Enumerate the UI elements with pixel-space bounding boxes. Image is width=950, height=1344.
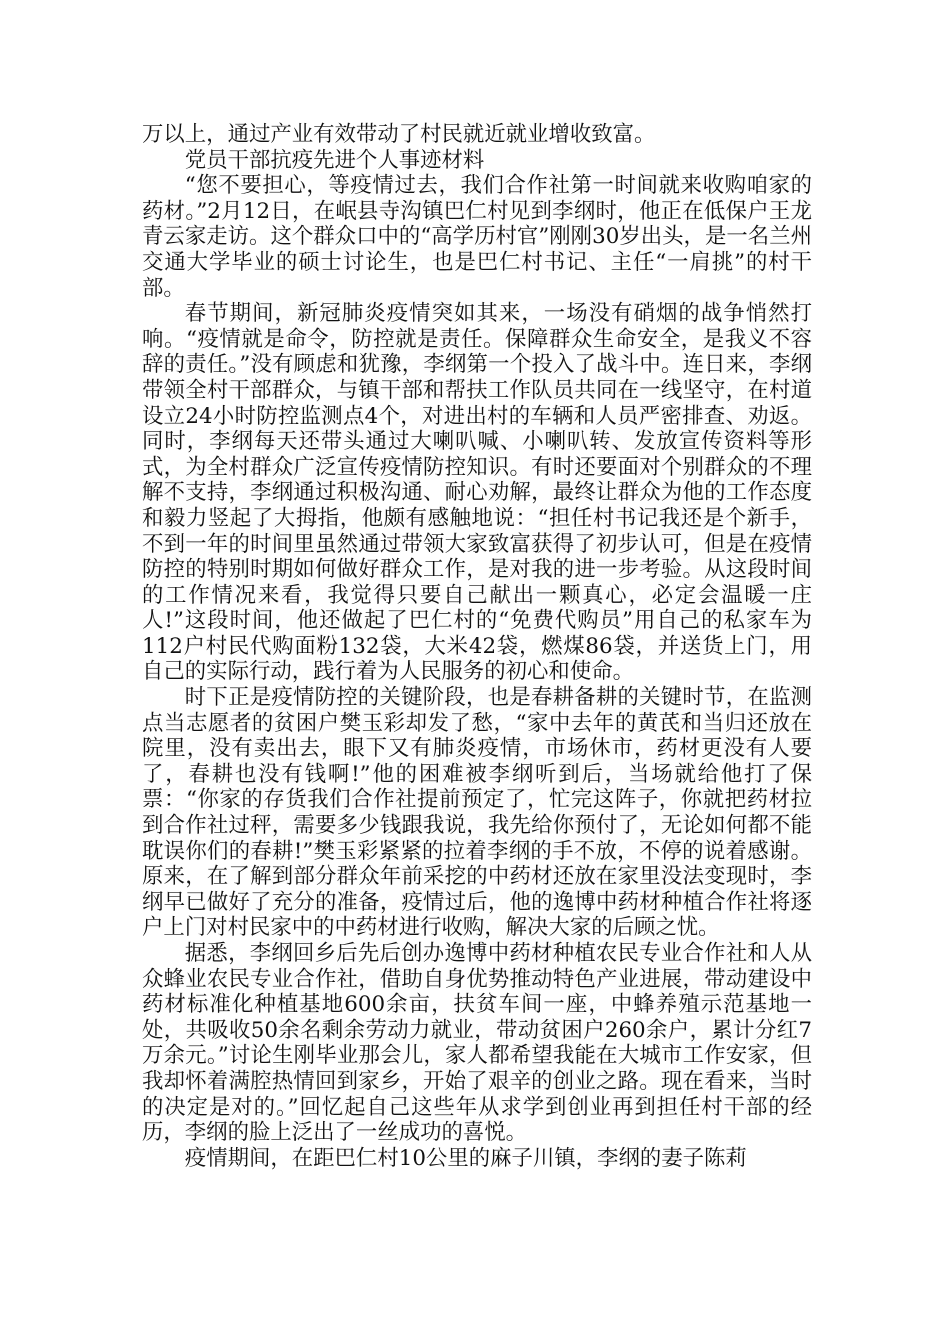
- paragraph: “您不要担心，等疫情过去，我们合作社第一时间就来收购咱家的药材。”2月12日，在岷县寺沟镇巴仁村见到李纲时，他正在低保户王龙青云家走访。这个群众口中的“高学历村官”刚刚30岁出头，是一名兰州交通大学毕业的硕士讨论生，也是巴仁村书记、主任“一肩挑”的村干部。: [142, 173, 812, 301]
- paragraph: 据悉，李纲回乡后先后创办逸博中药材种植农民专业合作社和人从众蜂业农民专业合作社，借助自身优势推动特色产业进展，带动建设中药材标准化种植基地600余亩，扶贫车间一座，中蜂养殖示范基地一处，共吸收50余名剩余劳动力就业，带动贫困户260余户，累计分红7万余元。”讨论生刚毕业那会儿，家人都希望我能在大城市工作安家，但我却怀着满腔热情回到家乡，开始了艰辛的创业之路。现在看来，当时的决定是对的。”回忆起自己这些年从求学到创业再到担任村干部的经历，李纲的脸上泛出了一丝成功的喜悦。: [142, 941, 812, 1146]
- paragraph: 春节期间，新冠肺炎疫情突如其来，一场没有硝烟的战争悄然打响。“疫情就是命令，防控就是责任。保障群众生命安全，是我义不容辞的责任。”没有顾虑和犹豫，李纲第一个投入了战斗中。连日来，李纲带领全村干部群众，与镇干部和帮扶工作队员共同在一线坚守，在村道设立24小时防控监测点4个，对进出村的车辆和人员严密排查、劝返。同时，李纲每天还带头通过大喇叭喊、小喇叭转、发放宣传资料等形式，为全村群众广泛宣传疫情防控知识。有时还要面对个别群众的不理解不支持，李纲通过积极沟通、耐心劝解，最终让群众为他的工作态度和毅力竖起了大拇指，他颇有感触地说：“担任村书记我还是个新手，不到一年的时间里虽然通过带领大家致富获得了初步认可，但是在疫情防控的特别时期如何做好群众工作，是对我的进一步考验。从这段时间的工作情况来看，我觉得只要自己献出一颗真心，必定会温暖一庄人!”这段时间，他还做起了巴仁村的“免费代购员”用自己的私家车为112户村民代购面粉132袋，大米42袋，燃煤86袋，并送货上门，用自己的实际行动，践行着为人民服务的初心和使命。: [142, 301, 812, 685]
- section-title: 党员干部抗疫先进个人事迹材料: [184, 147, 485, 173]
- paragraph: 疫情期间，在距巴仁村10公里的麻子川镇，李纲的妻子陈莉: [184, 1145, 747, 1171]
- paragraph: 时下正是疫情防控的关键阶段，也是春耕备耕的关键时节，在监测点当志愿者的贫困户樊玉彩却发了愁，“家中去年的黄芪和当归还放在院里，没有卖出去，眼下又有肺炎疫情，市场休市，药材更没有人要了，春耕也没有钱啊!”他的困难被李纲听到后，当场就给他打了保票：“你家的存货我们合作社提前预定了，忙完这阵子，你就把药材拉到合作社过秤，需要多少钱跟我说，我先给你预付了，无论如何都不能耽误你们的春耕!”樊玉彩紧紧的拉着李纲的手不放，不停的说着感谢。原来，在了解到部分群众年前采挖的中药材还放在家里没法变现时，李纲早已做好了充分的准备，疫情过后，他的逸博中药材种植合作社将逐户上门对村民家中的中药材进行收购，解决大家的后顾之忧。: [142, 685, 812, 941]
- document-body: [142, 122, 812, 1171]
- paragraph-continuation: 万以上，通过产业有效带动了村民就近就业增收致富。: [142, 122, 656, 147]
